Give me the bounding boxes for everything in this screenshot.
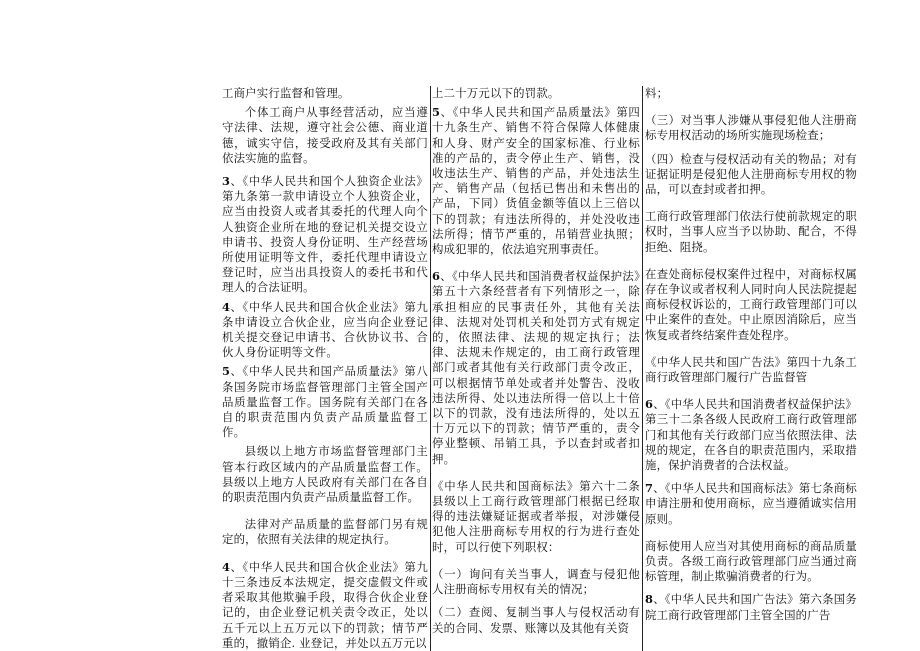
paragraph-text: 上二十万元以下的罚款。: [432, 86, 560, 100]
paragraph: [432, 567, 640, 597]
paragraph-text: （一）询问有关当事人，调查与侵犯他人注册商标专用权有关的情况；: [432, 566, 640, 597]
paragraph-text: （三）对当事人涉嫌从事侵犯他人注册商标专用权活动的场所实施现场检查；: [645, 113, 857, 143]
text-column-left: [222, 86, 428, 651]
paragraph-text: 法律对产品质量的监督部门另有规定的，依照有关法律的规定执行。: [222, 517, 428, 547]
paragraph: [222, 174, 428, 296]
item-number: 8: [645, 592, 654, 607]
paragraph-text: 、《中华人民共和国产品质量法》第四十九条生产、销售不符合保障人体健康和人身、财产安全的国家标准、行业标准的产品的，责令停止生产、销售，没收违法生产、销售的产品，并处违法生产、销售产品（包括已售出和未售出的产品，下同）货值金额等值以上三倍以下的罚款；有违法所得的，并处没收违法所得；情节严重的，吊销营业执照；构成犯罪的，依法追究刑事责任。: [432, 105, 640, 257]
paragraph: [645, 397, 857, 473]
paragraph: [432, 86, 640, 101]
paragraph-text: 《中华人民共和国商标法》第六十二条县级以上工商行政管理部门根据已经取得的违法嫌疑证据或者举报，对涉嫌侵犯他人注册商标专用权的行为进行查处时，可以行使下列职权：: [432, 478, 640, 554]
paragraph-text: 《中华人民共和国广告法》第四十九条工商行政管理部门履行广告监督管: [645, 354, 857, 385]
paragraph-text: 、《中华人民共和国合伙企业法》第九十三条违反本法规定，提交虚假文件或者采取其他欺骗手段，取得合伙企业登记的，由企业登记机关责令改正，处以五千元以上五万元以下的罚款；情节严重的，撤销企. 业登记，并处以五万元以: [222, 559, 428, 650]
item-number: 6: [645, 397, 654, 412]
paragraph-text: 县级以上地方市场监督管理部门主管本行政区域内的产品质量监督工作。县级以上地方人民政府有关部门在各自的职责范围内负责产品质量监督工作。: [222, 444, 428, 505]
text-column-right: [645, 86, 857, 651]
item-number: 3: [222, 174, 231, 189]
paragraph: [222, 300, 428, 361]
item-number: 5: [222, 364, 231, 379]
paragraph: [645, 113, 857, 143]
paragraph: [432, 479, 640, 555]
paragraph-text: 、《中华人民共和国商标法》第七条商标申请注册和使用商标，应当遵循诚实信用原则。: [645, 481, 857, 526]
paragraph: [645, 481, 857, 527]
paragraph: [432, 105, 640, 257]
paragraph: [432, 605, 640, 635]
paragraph: [645, 209, 857, 255]
paragraph-text: 在查处商标侵权案件过程中，对商标权属存在争议或者权利人同时向人民法院提起商标侵权诉讼的，工商行政管理部门可以中止案件的查处。中止原因消除后，应当恢复或者终结案件查处程序。: [645, 266, 857, 342]
paragraph: [645, 355, 857, 385]
paragraph: [645, 152, 857, 198]
paragraph: [432, 269, 640, 467]
paragraph-text: 商标使用人应当对其使用商标的商品质量负责。各级工商行政管理部门应当通过商标管理，制止欺骗消费者的行为。: [645, 538, 857, 584]
paragraph-text: 、《中华人民共和国产品质量法》第八条国务院市场监督管理部门主管全国产品质量监督工作。国务院有关部门在各自的职责范围内负责产品质量监督工作。: [222, 364, 428, 440]
item-number: 5: [432, 105, 441, 120]
paragraph-text: 、《中华人民共和国个人独资企业法》第九条第一款申请设立个人独资企业，应当由投资人或者其委托的代理人向个人独资企业所在地的登记机关提交设立申请书、投资人身份证明、生产经营场所使用证明等文件，委托代理申请设立登记时，应当出具投资人的委托书和代理人的合法证明。: [222, 174, 428, 295]
item-number: 4: [222, 559, 231, 574]
paragraph-text: 个体工商户从事经营活动，应当遵守法律、法规，遵守社会公德、商业道德，诚实守信，接受政府及其有关部门依法实施的监督。: [222, 105, 428, 165]
paragraph: [645, 267, 857, 343]
paragraph-text: 料；: [645, 86, 669, 100]
item-number: 7: [645, 481, 654, 496]
item-number: 4: [222, 299, 231, 314]
paragraph-text: 、《中华人民共和国消费者权益保护法》第三十二条各级人民政府工商行政管理部门和其他有关行政部门应当依照法律、法规的规定，在各自的职责范围内，采取措施，保护消费者的合法权益。: [645, 397, 857, 473]
paragraph: [222, 364, 428, 440]
text-column-middle: [432, 86, 640, 651]
paragraph-text: （二）查阅、复制当事人与侵权活动有关的合同、发票、账簿以及其他有关资: [432, 605, 640, 635]
paragraph: [222, 560, 428, 651]
paragraph: [645, 592, 857, 622]
column-divider: [642, 86, 643, 651]
paragraph: [645, 539, 857, 585]
paragraph-text: 工商行政管理部门依法行使前款规定的职权时，当事人应当予以协助、配合，不得拒绝、阻挠。: [645, 209, 857, 254]
paragraph: [222, 105, 428, 166]
paragraph-text: 、《中华人民共和国合伙企业法》第九条申请设立合伙企业，应当向企业登记机关提交登记申请书、合伙协议书、合伙人身份证明等文件。: [222, 299, 428, 360]
column-divider: [430, 86, 431, 651]
paragraph-text: 、《中华人民共和国消费者权益保护法》第五十六条经营者有下列情形之一，除承担相应的民事责任外，其他有关法律、法规对处罚机关和处罚方式有规定的，依照法律、法规的规定执行；法律、法规未作规定的，由工商行政管理部门或者其他有关行政部门责令改正，可以根据情节单处或者并处警告、没收违法所得、处以违法所得一倍以上十倍以下的罚款，没有违法所得的，处以五十万元以下的罚款；情节严重的，责令停业整顿、吊销工具，予以查封或者扣押。: [432, 269, 640, 466]
paragraph: [222, 86, 428, 101]
paragraph: [645, 86, 857, 101]
paragraph-text: 、《中华人民共和国广告法》第六条国务院工商行政管理部门主管全国的广告: [645, 592, 857, 622]
item-number: 6: [432, 269, 441, 284]
paragraph-text: （四）检查与侵权活动有关的物品；对有证据证明是侵犯他人注册商标专用权的物品，可以查封或者扣押。: [645, 151, 857, 197]
paragraph: [222, 444, 428, 505]
paragraph-text: 工商户实行监督和管理。: [222, 86, 350, 100]
paragraph: [222, 517, 428, 547]
